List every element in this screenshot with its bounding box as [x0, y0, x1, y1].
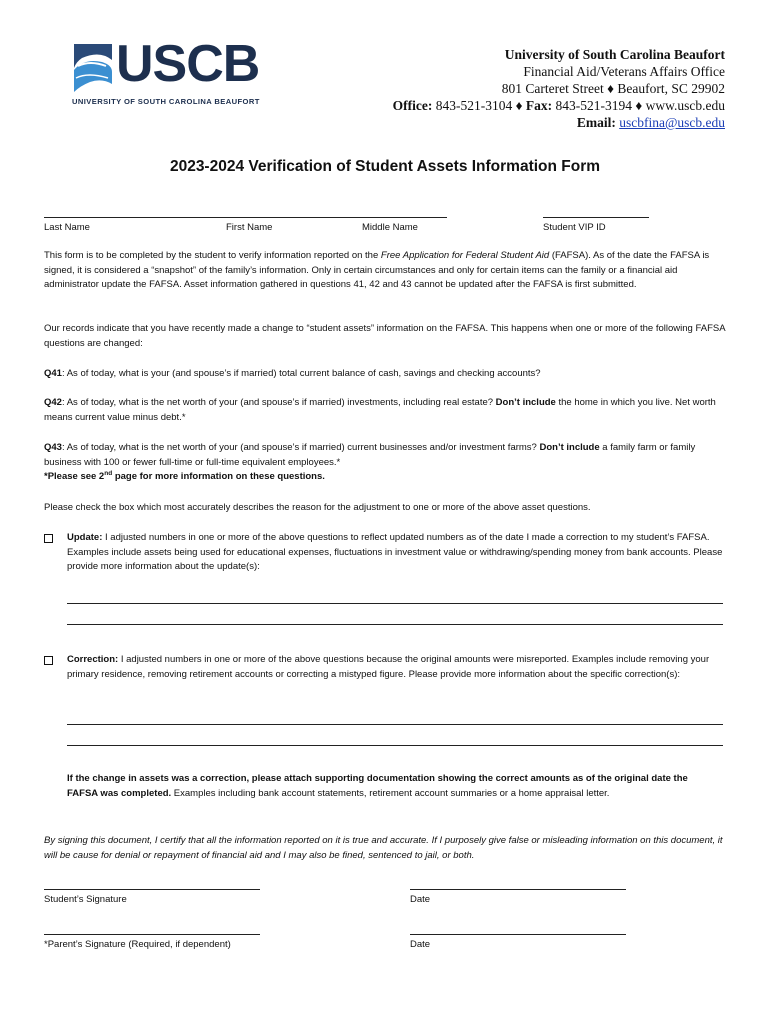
correction-checkbox[interactable] — [44, 656, 53, 665]
correction-option-text: Correction: I adjusted numbers in one or more of the above questions because the original amounts were misreported. Examples include removing your primary residence, removing retirement accounts or correcting a mistyped figure. Please provide more information about the specific correction(s): — [67, 654, 710, 680]
correction-details-line-1[interactable] — [67, 724, 723, 725]
student-date-label: Date — [410, 894, 431, 905]
update-details-line-2[interactable] — [67, 624, 723, 625]
update-option-text: Update: I adjusted numbers in one or more of the above questions to reflect updated numbers as of the date I made a correction to my student’s FAFSA. Examples include assets being used for educational expenses, fluctuations in investment value or withdrawing/spending money from bank accounts. Please provide more information about the update(s): — [67, 532, 723, 572]
student-date-line[interactable] — [410, 889, 626, 890]
vip-id-line[interactable] — [543, 217, 649, 218]
street-address: 801 Carteret Street ♦ Beaufort, SC 29902 — [501, 81, 725, 96]
student-vip-id-label: Student VIP ID — [543, 222, 606, 233]
office-label: Office: — [392, 98, 433, 113]
parent-signature-label: *Parent’s Signature (Required, if dependent) — [44, 939, 231, 950]
records-paragraph: Our records indicate that you have recently made a change to “student assets” information on the FAFSA. This happens when one or more of the following FAFSA questions are changed: — [44, 323, 726, 349]
first-name-label: First Name — [226, 222, 273, 233]
uscb-logo — [72, 35, 286, 108]
student-signature-label: Student’s Signature — [44, 894, 127, 905]
certification-statement: By signing this document, I certify that all the information reported on it is true and accurate. If I purposely give false or misleading information on this document, it will be cause for denial or repayment of financial aid and I may also be fined, sentenced to jail, or both. — [44, 835, 723, 861]
fax-label: Fax: — [525, 98, 553, 113]
second-page-note: *Please see 2nd page for more information on these questions. — [44, 469, 325, 482]
update-details-line-1[interactable] — [67, 603, 723, 604]
instruction-text: Please check the box which most accurately describes the reason for the adjustment to one or more of the above asset questions. — [44, 502, 591, 513]
middle-name-label: Middle Name — [362, 222, 418, 233]
last-name-label: Last Name — [44, 222, 90, 233]
office-phone: 843-521-3104 — [435, 98, 513, 113]
question-41: Q41: As of today, what is your (and spouse’s if married) total current balance of cash, savings and checking accounts? — [44, 368, 541, 379]
parent-date-line[interactable] — [410, 934, 626, 935]
form-title: 2023-2024 Verification of Student Assets Information Form — [169, 158, 601, 175]
question-43: Q43: As of today, what is the net worth of your (and spouse’s if married) current businesses and/or investment farms? Don’t include a family farm or family business with 100 or fewer full-time or full-time equivalent employees.* *Please see 2nd page for more information on these questions. — [44, 442, 696, 482]
separator: ♦ — [635, 98, 643, 113]
documentation-note: If the change in assets was a correction, please attach supporting documentation showing the correct amounts as of the original date the FAFSA was completed. Examples including bank account statements, retirement account summaries or a home appraisal letter. — [67, 773, 688, 799]
logo-subtitle: UNIVERSITY OF SOUTH CAROLINA BEAUFORT — [72, 97, 260, 106]
email-label: Email: — [576, 115, 616, 130]
student-signature-line[interactable] — [44, 889, 260, 890]
office-address-block — [393, 46, 725, 131]
question-42: Q42: As of today, what is the net worth of your (and spouse’s if married) investments, including real estate? Don’t include the home in which you live. Net worth means current value minus debt.* — [44, 397, 716, 423]
institution-name: University of South Carolina Beaufort — [504, 47, 725, 62]
fax-number: 843-521-3194 — [555, 98, 632, 113]
separator: ♦ — [515, 98, 523, 113]
office-name: Financial Aid/Veterans Affairs Office — [523, 64, 725, 79]
email-line — [393, 114, 725, 131]
logo-wordmark: USCB — [116, 35, 260, 93]
parent-signature-line[interactable] — [44, 934, 260, 935]
website: www.uscb.edu — [645, 98, 725, 113]
parent-date-label: Date — [410, 939, 431, 950]
contact-line — [393, 97, 725, 114]
intro-paragraph: This form is to be completed by the student to verify information reported on the Free Application for Federal Student Aid (FAFSA). As of the date the FAFSA is signed, it is considered a “snapshot” of the family’s information. Only in certain circumstances and only for certain items can the family or a financial aid administrator update the FAFSA. Asset information gathered in questions 41, 42 and 43 cannot be updated after the FAFSA is first submitted. — [44, 250, 710, 290]
update-checkbox[interactable] — [44, 534, 53, 543]
correction-details-line-2[interactable] — [67, 745, 723, 746]
fafsa-full-name: Free Application for Federal Student Aid — [380, 250, 550, 261]
uscb-wave-emblem-icon — [72, 38, 116, 96]
name-line[interactable] — [44, 217, 447, 218]
email-link[interactable]: uscbfina@uscb.edu — [619, 115, 725, 130]
